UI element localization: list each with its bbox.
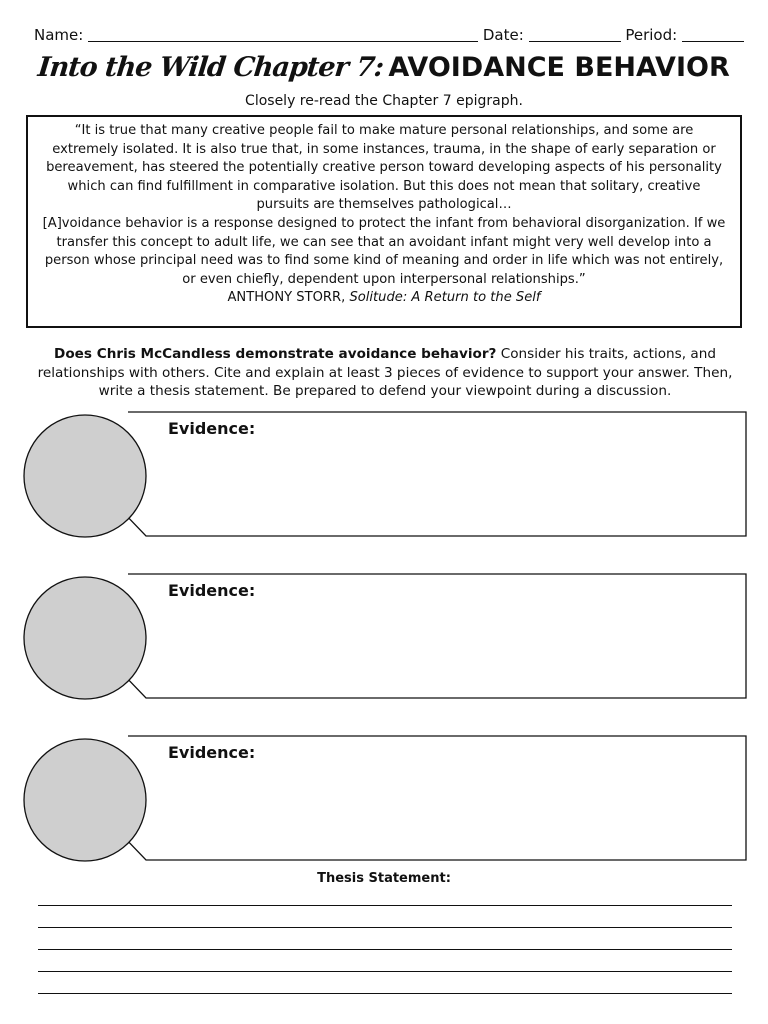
thesis-label: Thesis Statement: [317,871,451,886]
name-field[interactable] [88,27,478,42]
thesis-line-5[interactable] [38,993,732,994]
date-label: Date: [482,26,524,44]
evidence-circle[interactable] [24,577,146,699]
epigraph-paragraph-2: [A]voidance behavior is a response designed to protect the infant from behavioral disorganization. If we transfer this concept to adult life, we can see that an avoidant infant might very well develop into a person whose principal need was to find some kind of meaning and order in life which was not entirely, or even chiefly, dependent upon interpersonal relationships.” [42,215,726,287]
epigraph-source: Solitude: A Return to the Self [349,290,541,306]
evidence-shape [0,735,768,865]
evidence-label: Evidence: [168,581,256,600]
epigraph-box [26,115,742,328]
prompt-question: Does Chris McCandless demonstrate avoidance behavior? [54,346,497,362]
epigraph-paragraph-1: “It is true that many creative people fail to make mature personal relationships, and some are extremely isolated. It is also true that, in some instances, trauma, in the shape of early separation or bereavement, has steered the potentially creative person toward developing aspects of his personality which can find fulfillment in comparative isolation. But this does not mean that solitary, creative pursuits are themselves pathological… [46,123,722,213]
page-title [0,52,768,83]
evidence-circle[interactable] [24,739,146,861]
period-label: Period: [625,26,678,44]
prompt-instructions: Consider his traits, actions, and relationships with others. Cite and explain at least 3 pieces of evidence to support your answer. Then, write a thesis statement. Be prepared to defend your viewpoint during a discussion. [37,346,733,399]
title-script: Into the Wild Chapter 7: [36,52,385,83]
thesis-line-1[interactable] [38,905,732,906]
header-fields [34,26,744,44]
evidence-block-1 [0,411,768,541]
evidence-block-3 [0,735,768,865]
title-main: AVOIDANCE BEHAVIOR [388,52,730,83]
evidence-label: Evidence: [168,419,256,438]
epigraph-attribution [42,289,726,308]
date-field[interactable] [529,27,621,42]
evidence-block-2 [0,573,768,703]
subtitle: Closely re-read the Chapter 7 epigraph. [245,93,523,109]
name-label: Name: [34,26,84,44]
evidence-label: Evidence: [168,743,256,762]
instructions [30,345,740,401]
thesis-line-2[interactable] [38,927,732,928]
epigraph-author: ANTHONY STORR, [227,290,350,306]
thesis-line-3[interactable] [38,949,732,950]
evidence-circle[interactable] [24,415,146,537]
thesis-line-4[interactable] [38,971,732,972]
evidence-shape [0,411,768,541]
evidence-shape [0,573,768,703]
period-field[interactable] [682,27,744,42]
